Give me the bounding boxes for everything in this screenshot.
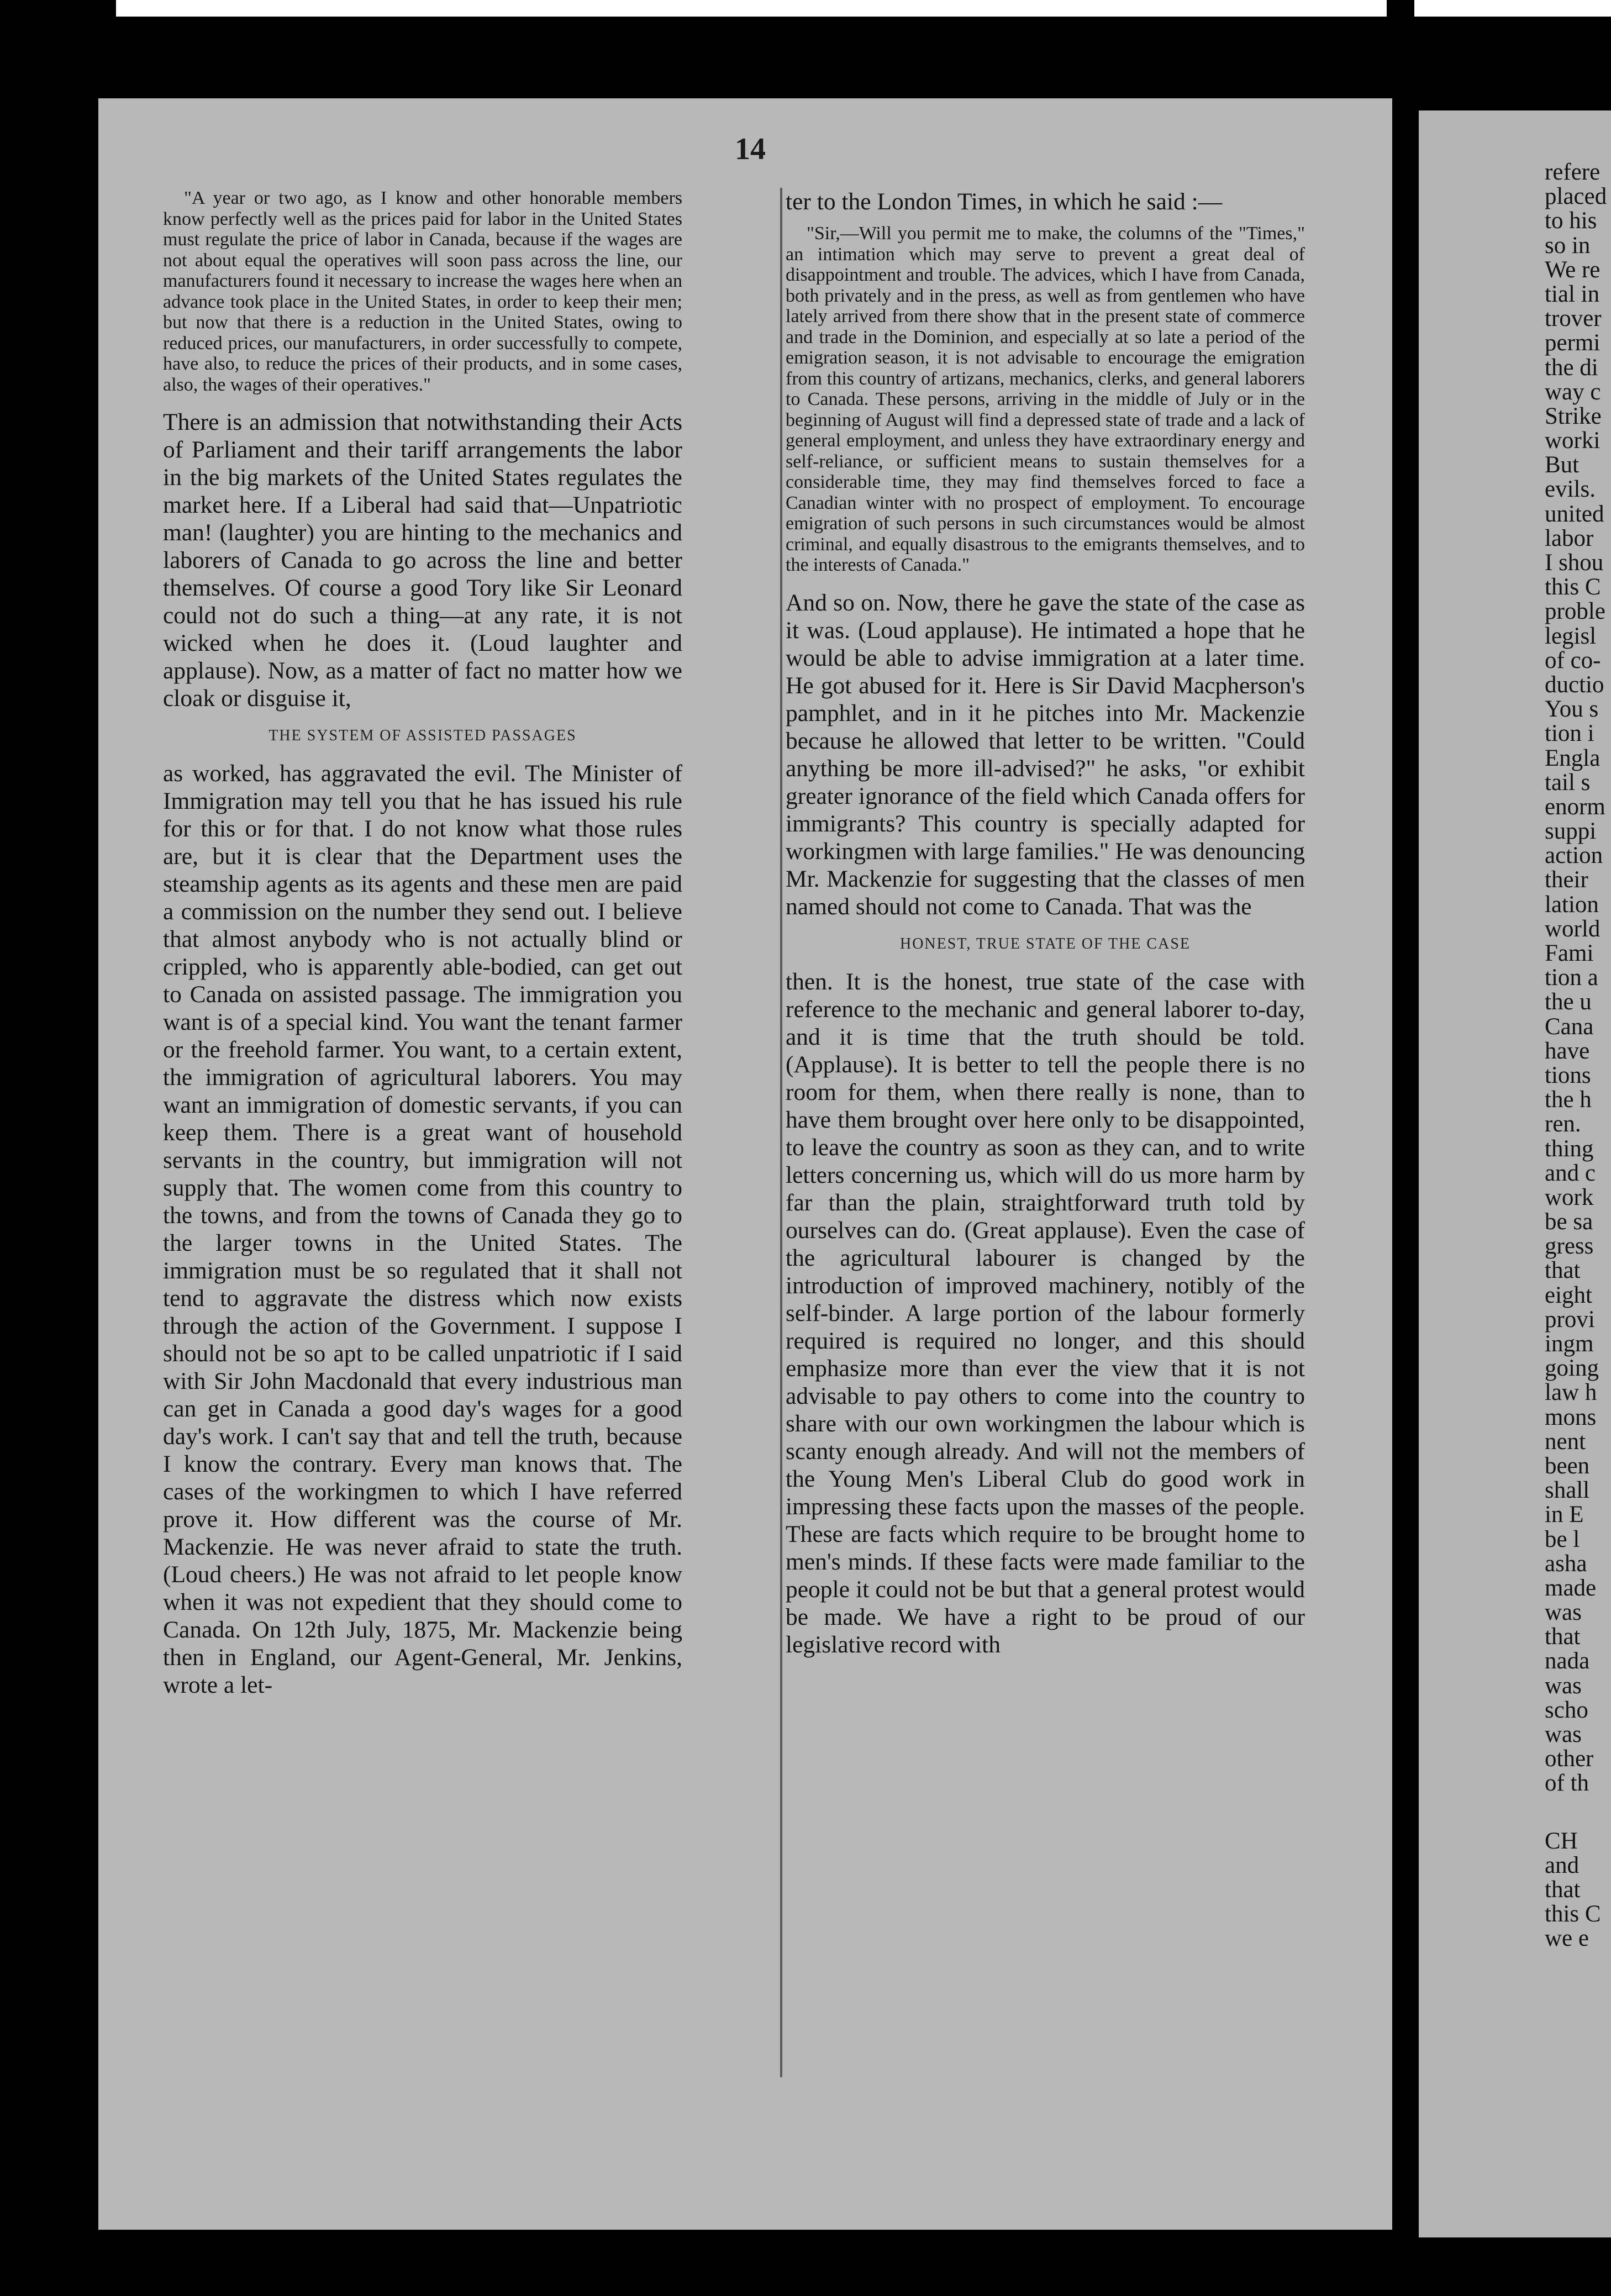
next-page-fragment: tion a (1545, 965, 1598, 991)
next-page-fragment: so in (1545, 232, 1591, 259)
next-page-fragment: ductio (1545, 671, 1604, 698)
next-page-fragment: suppi (1545, 818, 1597, 845)
next-page-fragment: proble (1545, 598, 1605, 625)
top-margin-strip (116, 0, 1387, 17)
next-page-fragment: that (1545, 1876, 1581, 1903)
next-page-fragment: tial in (1545, 281, 1600, 307)
right-paragraph-1: And so on. Now, there he gave the state of the case as it was. (Loud applause). He intimated a hope that he would be able to advise immigration at a later time. He got abused for it. Here is Sir David Macpherson's pamphlet, and in it he pitches into Mr. Mackenzie because he allowed that letter to be written. "Could anything be more ill-advised?" he asks, "or exhibit greater ignorance of the field which Canada offers for immigrants? This country is specially adapted for workingmen with large families." He was denouncing Mr. Mackenzie for suggesting that the classes of men named should not come to Canada. That was the (786, 589, 1305, 920)
next-page-fragment: nada (1545, 1648, 1590, 1674)
next-page-fragment: trover (1545, 306, 1602, 332)
next-page-fragment: law h (1545, 1379, 1597, 1406)
next-page-fragment: in E (1545, 1502, 1584, 1528)
next-page-fragment: world (1545, 915, 1601, 942)
next-page-fragment: was (1545, 1599, 1582, 1626)
next-page-fragment: other (1545, 1746, 1594, 1772)
next-page-fragment: of th (1545, 1770, 1589, 1797)
next-page-fragment: to his (1545, 208, 1597, 234)
section-heading-assisted-passages: THE SYSTEM OF ASSISTED PASSAGES (268, 727, 577, 744)
left-paragraph-2: as worked, has aggravated the evil. The Minister of Immigration may tell you that he has issued his rule for this or for that. I do not know what those rules are, but it is clear that the Department uses the steamship agents as its agents and these men are paid a commission on the number they send out. I believe that almost anybody who is not actually blind or crippled, who is apparently able-bodied, can get out to Canada on assisted passage. The immigration you want is of a special kind. You want the tenant farmer or the freehold farmer. You want, to a certain extent, the immigration of agricultural laborers. You may want an immigration of domestic servants, if you can keep them. There is a great want of household servants in the country, but immigration will not supply that. The women come from this country to the towns, and from the towns of Canada they go to the larger towns in the United States. The immigration must be so regulated that it shall not tend to aggravate the distress which now exists through the action of the Government. I suppose I should not be so apt to be called unpatriotic if I said with Sir John Macdonald that every industrious man can get in Canada a good day's wages for a good day's work. I can't say that and tell the truth, because I know the contrary. Every man knows that. The cases of the workingmen to which I have referred prove it. How different was the course of Mr. Mackenzie. He was never afraid to state the truth. (Loud cheers.) He was not afraid to let people know when it was not expedient that they should come to Canada. On 12th July, 1875, Mr. Mackenzie being then in England, our Agent-General, Mr. Jenkins, wrote a let- (163, 760, 682, 1698)
column-divider (780, 188, 782, 2077)
next-page-fragment: I shou (1545, 550, 1604, 576)
next-page-fragment: placed (1545, 183, 1607, 210)
next-page-fragment: shall (1545, 1477, 1590, 1504)
next-page-fragment: labor (1545, 525, 1594, 551)
next-page-fragment: nent (1545, 1428, 1586, 1455)
next-page-fragment: going (1545, 1355, 1599, 1382)
right-paragraph-2: then. It is the honest, true state of the case with reference to the mechanic and general laborer to-day, and it is time that the truth should be told. (Applause). It is better to tell the people there is no room for them, when there really is none, than to have them brought over here only to be disappointed, to leave the country as soon as they can, and to write letters concerning us, which will do us more harm by far than the plain, straightforward truth told by ourselves can do. (Great applause). Even the case of the agricultural labourer is changed by the introduction of improved machinery, notibly of the self-binder. A large portion of the labour formerly required is required no longer, and this should emphasize more than ever the view that it is not advisable to pay others to come into the country to share with our own workingmen the labour which is scanty enough already. And will not the members of the Young Men's Liberal Club do good work in impressing these facts upon the masses of the people. These are facts which require to be brought home to men's minds. If these facts were made familiar to the people it could not be but that a general protest would be made. We have a right to be proud of our legislative record with (786, 968, 1305, 1658)
page-number: 14 (735, 132, 766, 166)
next-page-fragment: ren. (1545, 1111, 1581, 1138)
next-page-fragment: thing (1545, 1135, 1594, 1162)
next-page-fragment: that (1545, 1257, 1581, 1284)
next-page-fragment: be l (1545, 1526, 1580, 1552)
next-page-fragment: CH (1545, 1828, 1578, 1854)
next-page-fragment: permi (1545, 330, 1601, 356)
next-page-text-fragments (1545, 160, 1611, 1951)
next-page-fragment: action (1545, 842, 1603, 869)
next-page-fragment: asha (1545, 1550, 1587, 1577)
next-page-fragment: way c (1545, 378, 1601, 405)
next-page-fragment: But (1545, 452, 1580, 478)
next-page-fragment: tail s (1545, 769, 1591, 796)
next-page-fragment: evils. (1545, 476, 1596, 503)
next-page-fragment: work (1545, 1184, 1594, 1210)
next-page-fragment: provi (1545, 1306, 1595, 1333)
next-page-fragment: Cana (1545, 1013, 1594, 1040)
next-page-fragment: their (1545, 867, 1588, 893)
next-page-fragment: tions (1545, 1062, 1591, 1088)
next-page-fragment: Strike (1545, 403, 1602, 429)
next-page-fragment: was (1545, 1672, 1582, 1699)
next-page-fragment: Engla (1545, 745, 1601, 771)
next-page-fragment: we e (1545, 1925, 1589, 1951)
next-page-fragment: have (1545, 1038, 1590, 1064)
next-page-fragment: and (1545, 1852, 1580, 1878)
next-page-fragment: this C (1545, 574, 1601, 601)
next-page-fragment: that (1545, 1624, 1581, 1650)
right-column (786, 188, 1305, 1658)
next-page-fragment: eight (1545, 1282, 1592, 1308)
next-page-fragment: of co- (1545, 647, 1601, 673)
next-page-fragment (1545, 1796, 1611, 1829)
next-page-fragment: scho (1545, 1697, 1588, 1723)
next-page-fragment: the u (1545, 989, 1592, 1015)
next-page-fragment: the h (1545, 1087, 1592, 1113)
left-paragraph-1: There is an admission that notwithstanding their Acts of Parliament and their tariff arrangements the labor in the big markets of the United States regulates the market here. If a Liberal had said that—Unpatriotic man! (laughter) you are hinting to the mechanics and laborers of Canada to go across the line and better themselves. Of course a good Tory like Sir Leonard could not do such a thing—at any rate, it is not wicked when he does it. (Loud laughter and applause). Now, as a matter of fact no matter how we cloak or disguise it, (163, 409, 682, 712)
next-page-fragment: refere (1545, 160, 1601, 185)
left-quote: "A year or two ago, as I know and other honorable members know perfectly well as the prices paid for labor in the United States must regulate the price of labor in Canada, because if the wages are not about equal the operatives will soon pass across the line, our manufacturers found it necessary to increase the wages here when an advance took place in the United States, in order to keep their men; but now that there is a reduction in the United States, owing to reduced prices, our manufacturers, in order successfully to compete, have also, to reduce the prices of their products, and in some cases, also, the wages of their operatives." (163, 188, 682, 395)
next-page-fragment: lation (1545, 891, 1599, 918)
next-page-fragment: been (1545, 1452, 1590, 1479)
next-page-fragment: tion i (1545, 720, 1594, 747)
next-page-fragment: the di (1545, 354, 1598, 381)
right-intro: ter to the London Times, in which he said :— (786, 188, 1223, 215)
next-page-fragment: mons (1545, 1404, 1597, 1430)
top-margin-strip-right (1414, 0, 1611, 17)
next-page-fragment: enorm (1545, 793, 1605, 820)
left-column (163, 188, 682, 1699)
next-page-fragment: be sa (1545, 1209, 1593, 1235)
next-page-fragment: gress (1545, 1233, 1594, 1260)
next-page-fragment: legisl (1545, 623, 1597, 649)
next-page-fragment: this C (1545, 1901, 1601, 1928)
next-page-fragment: ingm (1545, 1331, 1594, 1357)
next-page-fragment: was (1545, 1721, 1582, 1747)
section-heading-honest-state: HONEST, TRUE STATE OF THE CASE (899, 935, 1191, 952)
next-page-fragment: and c (1545, 1160, 1596, 1186)
next-page-fragment: We re (1545, 256, 1601, 283)
next-page-fragment: Fami (1545, 940, 1594, 966)
next-page-fragment: made (1545, 1574, 1597, 1601)
times-letter-quote: "Sir,—Will you permit me to make, the columns of the "Times," an intimation which may serve to prevent a great deal of disappointment and trouble. The advices, which I have from Canada, both privately and in the press, as well as from gentlemen who have lately arrived from there show that in the present state of commerce and trade in the Dominion, and especially at so late a period of the emigration season, it is not advisable to encourage the emigration from this country of artizans, mechanics, clerks, and general laborers to Canada. These persons, arriving in the middle of July or in the beginning of August will find a depressed state of trade and a lack of general employment, and unless they have extraordinary energy and self-reliance, or sufficient means to sustain themselves for a considerable time, they may find themselves forced to face a Canadian winter with no prospect of employment. To encourage emigration of such persons in such circumstances would be almost criminal, and equally disastrous to the emigrants themselves, and to the interests of Canada." (786, 223, 1305, 575)
next-page-fragment: You s (1545, 696, 1599, 723)
next-page-fragment: worki (1545, 428, 1601, 454)
next-page-fragment: united (1545, 501, 1604, 527)
